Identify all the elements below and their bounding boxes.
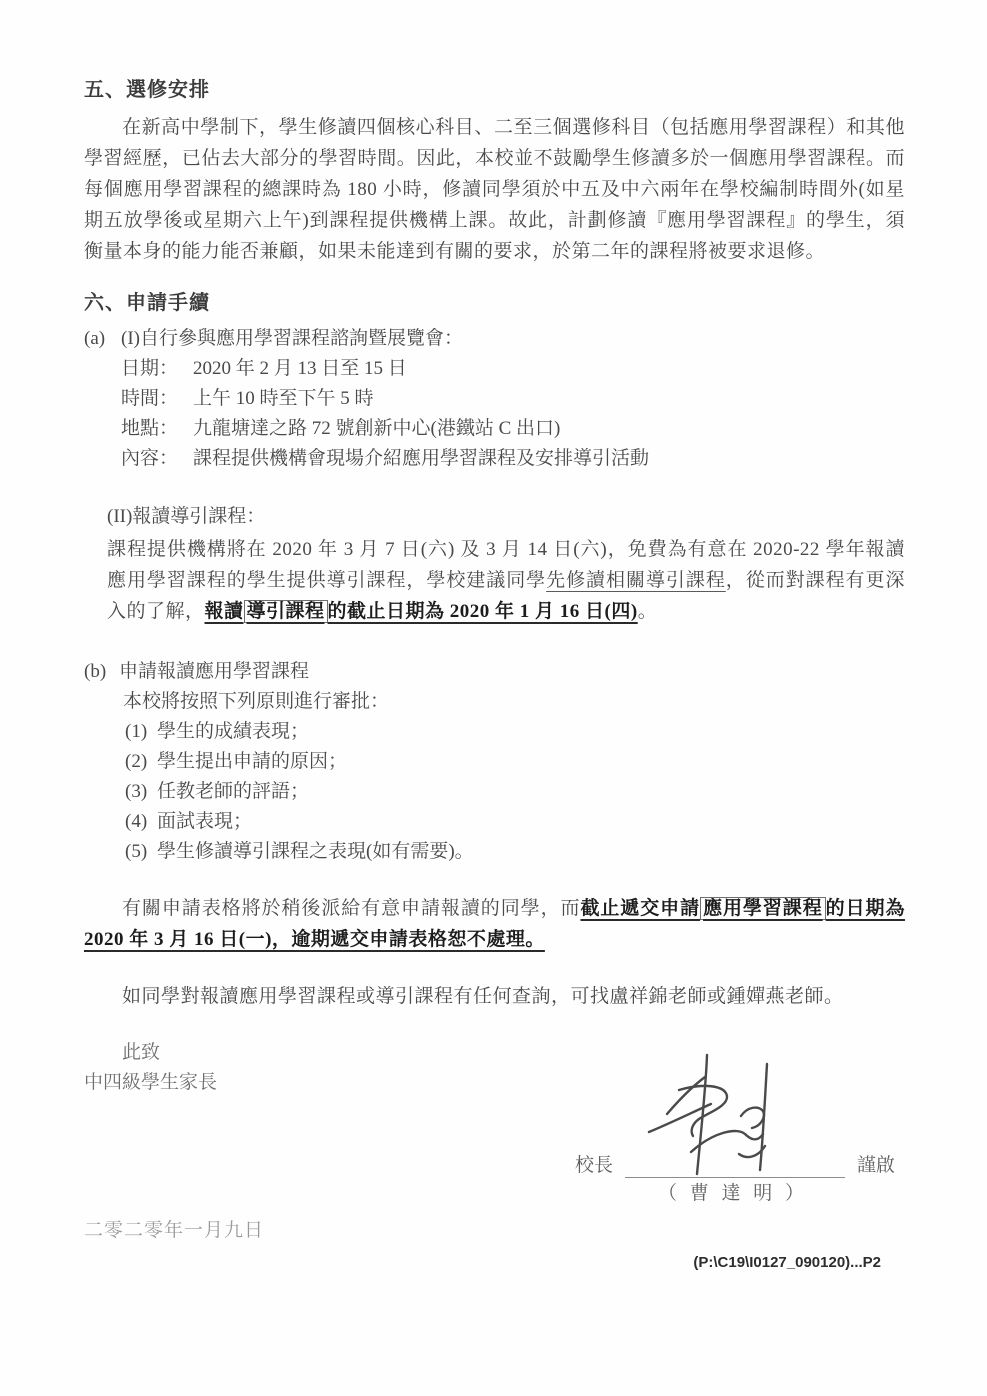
section-6-heading: 六、申請手續 xyxy=(84,292,210,314)
body-text: 課程提供機構將在 2020 年 3 月 7 日(六) 及 3 月 14 日(六)，免費為有意在 2020-22 學年報讀應用學習課程的學生提供導引課程，學校建議同學 xyxy=(107,539,905,591)
criteria-text: 學生提出申請的原因； xyxy=(157,751,348,772)
section-electives xyxy=(84,78,905,267)
body-text: ，從而對課程有更深入的了解， xyxy=(107,570,905,622)
principal-name: （ 曹 達 明 ） xyxy=(657,1183,808,1204)
letter-date: 二零二零年一月九日 xyxy=(84,1220,265,1241)
expo-title: (I)自行參與應用學習課程諮詢暨展覽會： xyxy=(121,328,463,349)
criteria-text: 學生的成績表現； xyxy=(157,721,310,742)
principal-label: 校長 xyxy=(575,1155,614,1176)
principal-signature-icon xyxy=(637,1052,807,1180)
item-b-content xyxy=(119,657,905,867)
recipient-line: 中四級學生家長 xyxy=(84,1072,218,1093)
underlined-advice: 先修讀相關導引課程 xyxy=(546,570,726,591)
file-reference: (P:\C19\I0127_090120)...P2 xyxy=(693,1254,881,1271)
detail-label: 時間： xyxy=(121,388,179,409)
boxed-course-name: 導引課程 xyxy=(244,600,328,623)
detail-row-date xyxy=(121,354,905,384)
item-a-content xyxy=(107,323,905,627)
item-b xyxy=(84,657,905,867)
detail-label: 地點： xyxy=(121,418,179,439)
detail-row-time xyxy=(121,384,905,414)
deadline-emphasis: 的截止日期為 2020 年 1 月 16 日(四) xyxy=(327,601,638,622)
criteria-list xyxy=(125,717,905,867)
criteria-number: (2) xyxy=(125,751,148,772)
bridging-course-block xyxy=(107,502,905,627)
body-text: 。 xyxy=(637,601,658,622)
criteria-number: (4) xyxy=(125,811,148,832)
criteria-item xyxy=(125,837,905,867)
salutation-cizhi: 此致 xyxy=(122,1042,161,1063)
detail-value: 2020 年 2 月 13 日至 15 日 xyxy=(193,358,407,379)
bridging-course-title: (II)報讀導引課程： xyxy=(107,506,266,527)
item-a-label: (a) xyxy=(84,328,106,349)
criteria-number: (3) xyxy=(125,781,148,802)
body-text: 有關申請表格將於稍後派給有意申請報讀的同學，而 xyxy=(122,898,581,919)
item-b-label: (b) xyxy=(84,661,107,682)
section-5-heading: 五、選修安排 xyxy=(84,79,210,101)
criteria-item xyxy=(125,807,905,837)
section-application xyxy=(84,291,905,1012)
apply-title: 申請報讀應用學習課程 xyxy=(119,661,310,682)
detail-label: 內容： xyxy=(121,448,179,469)
criteria-text: 面試表現； xyxy=(157,811,253,832)
detail-label: 日期： xyxy=(121,358,179,379)
detail-row-venue xyxy=(121,414,905,444)
boxed-course-name: 應用學習課程 xyxy=(700,897,826,920)
deadline-emphasis: 報讀 xyxy=(204,601,244,622)
criteria-item xyxy=(125,777,905,807)
detail-value: 九龍塘達之路 72 號創新中心(港鐵站 C 出口) xyxy=(193,418,561,439)
criteria-text: 任教老師的評語； xyxy=(157,781,310,802)
signature-group xyxy=(575,1060,895,1210)
criteria-number: (5) xyxy=(125,841,148,862)
detail-value: 課程提供機構會現場介紹應用學習課程及安排導引活動 xyxy=(193,448,650,469)
detail-row-content xyxy=(121,444,905,474)
closing-block xyxy=(84,1038,905,1216)
deadline-emphasis: 的日期為 2020 年 3 月 16 日(一)，逾期遞交申請表格恕不處理。 xyxy=(84,898,905,950)
section-5-body: 在新高中學制下，學生修讀四個核心科目、二至三個選修科目（包括應用學習課程）和其他學習經歷，已佔去大部分的學習時間。因此，本校並不鼓勵學生修讀多於一個應用學習課程。而每個應用學習課程的總課時為 180 小時，修讀同學須於中五及中六兩年在學校編制時間外(如星期五放學後或星期六上午)到課程提供機構上課。故此，計劃修讀『應用學習課程』的學生，須衡量本身的能力能否兼顧，如果未能達到有關的要求，於第二年的課程將被要求退修。 xyxy=(84,117,905,262)
criteria-text: 學生修讀導引課程之表現(如有需要)。 xyxy=(157,841,474,862)
criteria-item xyxy=(125,747,905,777)
bridging-course-body xyxy=(107,534,905,627)
signoff-label: 謹啟 xyxy=(856,1155,895,1176)
criteria-subtitle: 本校將按照下列原則進行審批： xyxy=(123,691,390,712)
item-a xyxy=(84,323,905,627)
expo-details xyxy=(121,354,905,474)
deadline-emphasis: 截止遞交申請 xyxy=(580,898,701,919)
criteria-item xyxy=(125,717,905,747)
detail-value: 上午 10 時至下午 5 時 xyxy=(193,388,374,409)
submission-deadline-paragraph xyxy=(84,893,905,955)
criteria-number: (1) xyxy=(125,721,148,742)
enquiry-paragraph: 如同學對報讀應用學習課程或導引課程有任何查詢，可找盧祥錦老師或鍾嬋燕老師。 xyxy=(122,986,844,1007)
